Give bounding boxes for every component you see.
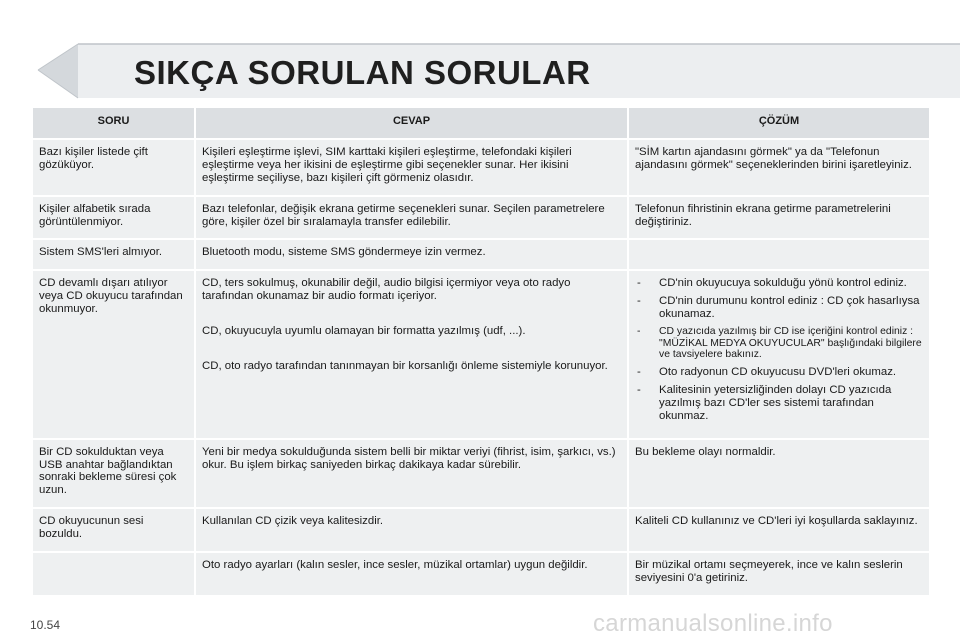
list-item: - Kalitesinin yetersizliğinden dolayı CD yazıcıda yazılmış bazı CD'ler ses sistemi tarafından okunmaz.: [635, 384, 924, 423]
list-item: - CD'nin durumunu kontrol ediniz : CD çok hasarlıysa okunamaz.: [635, 295, 924, 321]
question-cell: Sistem SMS'leri almıyor.: [32, 239, 195, 270]
answer-cell: Bluetooth modu, sisteme SMS göndermeye izin vermez.: [195, 239, 628, 270]
table-row: [32, 270, 930, 438]
answer-cell: Yeni bir medya sokulduğunda sistem belli bir miktar veriyi (fihrist, isim, şarkıcı, vs.) okur. Bu işlem birkaç saniyeden birkaç dakikaya kadar sürebilir.: [195, 439, 628, 509]
answer-cell: Bazı telefonlar, değişik ekrana getirme seçenekleri sunar. Seçilen parametrelere göre, kişiler özel bir sıralamayla transfer edilebilir.: [195, 196, 628, 240]
solution-cell: Kaliteli CD kullanınız ve CD'leri iyi koşullarda saklayınız.: [628, 508, 930, 552]
watermark-text: carmanualsonline.info: [593, 610, 833, 637]
question-cell: Bir CD sokulduktan veya USB anahtar bağlandıktan sonraki bekleme süresi çok uzun.: [32, 439, 195, 509]
solution-cell: Bu bekleme olayı normaldir.: [628, 439, 930, 509]
solution-cell: [628, 270, 930, 438]
column-header-answer: CEVAP: [195, 107, 628, 139]
page-number: 10.54: [30, 618, 61, 632]
table-row: [32, 552, 930, 596]
table-row: [32, 239, 930, 270]
answer-paragraph: CD, ters sokulmuş, okunabilir değil, audio bilgisi içermiyor veya oto radyo tarafından okunamaz bir audio formatı içeriyor.: [202, 277, 571, 303]
solution-cell: Bir müzikal ortamı seçmeyerek, ince ve kalın seslerin seviyesini 0'a getiriniz.: [628, 552, 930, 596]
table-row: [32, 508, 930, 552]
column-header-question: SORU: [32, 107, 195, 139]
answer-cell: Kişileri eşleştirme işlevi, SIM karttaki kişileri eşleştirme, telefondaki kişileri eşleştirme veya her ikisini de eşleştirme gibi seçenekler sunar. Her ikisini eşleştirme seçiliyse, bazı kişileri çift görmeniz olasıdır.: [195, 139, 628, 196]
question-cell: CD okuyucunun sesi bozuldu.: [32, 508, 195, 552]
list-item: - Oto radyonun CD okuyucusu DVD'leri okumaz.: [635, 366, 924, 379]
solution-cell: Telefonun fihristinin ekrana getirme parametrelerini değiştiriniz.: [628, 196, 930, 240]
answer-paragraph: CD, oto radyo tarafından tanınmayan bir korsanlığı önleme sistemiyle korunuyor.: [202, 359, 608, 372]
list-item: - CD yazıcıda yazılmış bir CD ise içeriğini kontrol ediniz : "MÜZİKAL MEDYA OKUYUCULAR" başlığındaki bilgilere ve tavsiyelere bakınız.: [635, 326, 924, 361]
faq-table: [31, 106, 931, 597]
page-title: SIKÇA SORULAN SORULAR: [134, 54, 591, 91]
question-cell: Bazı kişiler listede çift gözüküyor.: [32, 139, 195, 196]
answer-paragraph: CD, okuyucuyla uyumlu olamayan bir formatta yazılmış (udf, ...).: [202, 325, 526, 337]
solution-cell: [628, 239, 930, 270]
list-item: - CD'nin okuyucuya sokulduğu yönü kontrol ediniz.: [635, 277, 924, 290]
answer-cell: Kullanılan CD çizik veya kalitesizdir.: [195, 508, 628, 552]
question-cell: CD devamlı dışarı atılıyor veya CD okuyucu tarafından okunmuyor.: [32, 270, 195, 438]
solution-steps-list: [635, 277, 924, 422]
table-row: [32, 196, 930, 240]
solution-cell: "SİM kartın ajandasını görmek" ya da "Telefonun ajandasını görmek" seçeneklerinden birini işaretleyiniz.: [628, 139, 930, 196]
answer-cell: [195, 270, 628, 438]
answer-cell: Oto radyo ayarları (kalın sesler, ince sesler, müzikal ortamlar) uygun değildir.: [195, 552, 628, 596]
question-cell: [32, 552, 195, 596]
table-row: [32, 439, 930, 509]
column-header-solution: ÇÖZÜM: [628, 107, 930, 139]
table-row: [32, 139, 930, 196]
table-header-row: [32, 107, 930, 139]
question-cell: Kişiler alfabetik sırada görüntülenmiyor.: [32, 196, 195, 240]
